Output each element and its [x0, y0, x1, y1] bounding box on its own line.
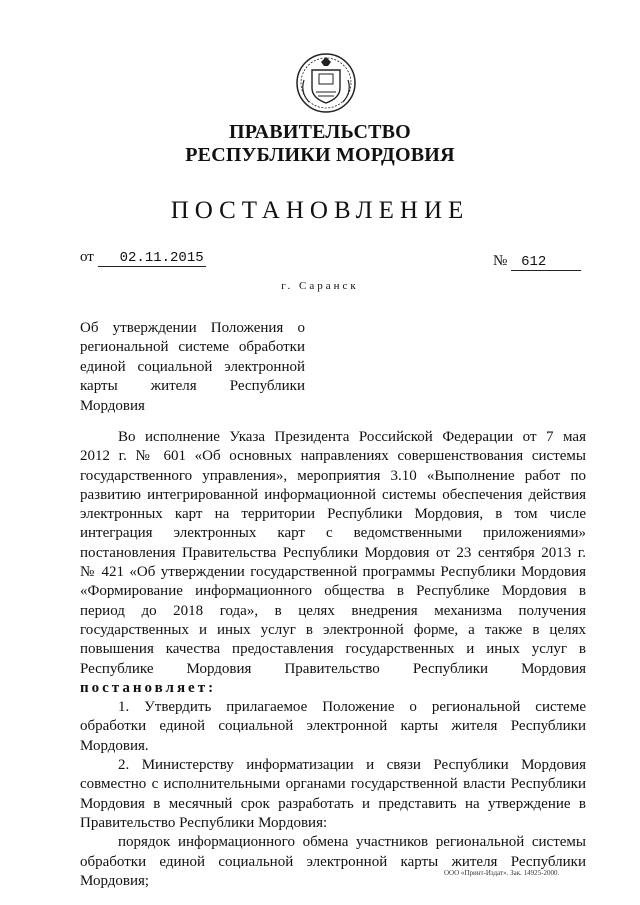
body-line: государственных и иных услуг в электронной форме, а также в целях — [80, 621, 586, 638]
item2-line: совместно с исполнительными органами государственной власти Республики — [80, 776, 586, 793]
subject-line: Об утверждении Положения о — [80, 320, 305, 336]
body-line: интеграция электронных карт с ведомственными приложениями» — [80, 525, 586, 542]
number-prefix: № — [493, 253, 508, 269]
item1-line: 1. Утвердить прилагаемое Положение о региональной системе — [118, 699, 586, 716]
body-line: электронных карт на территории Республики Мордовия, в том числе — [80, 506, 586, 523]
body-line: государственного управления», мероприятия 3.10 «Выполнение работ по — [80, 467, 586, 484]
document-type: ПОСТАНОВЛЕНИЕ — [170, 197, 470, 224]
city: г. Саранск — [281, 280, 359, 292]
body-line: постановления Правительства Республики Мордовия от 23 сентября 2013 г. — [80, 544, 586, 561]
body-line: «Формирование информационного общества в Республике Мордовия в — [80, 583, 586, 600]
body-line: 2012 г. № 601 «Об основных направлениях совершенствования системы — [80, 448, 586, 465]
item2a-line: обработки единой социальной электронной карты жителя Республики — [80, 853, 586, 870]
subject-line: Мордовия — [80, 397, 145, 414]
subject-line: карты жителя Республики — [80, 378, 305, 395]
subject-line: единой социальной электронной — [80, 358, 305, 375]
item1-line: обработки единой социальной электронной карты жителя Республики — [80, 718, 586, 735]
body-line: Республике Мордовия Правительство Республики Мордовия — [80, 660, 586, 677]
date-value: 02.11.2015 — [98, 250, 206, 267]
coat-of-arms-icon — [295, 52, 357, 114]
body-line: период до 2018 года», в целях внедрения механизма получения — [80, 602, 586, 619]
number-value: 612 — [511, 254, 581, 271]
number-line — [493, 253, 581, 271]
item2-line: Мордовия в месячный срок разработать и представить на утверждение в — [80, 795, 586, 812]
date-line — [80, 249, 206, 267]
government-title-line2: РЕСПУБЛИКИ МОРДОВИЯ — [185, 144, 455, 166]
body-line: Во исполнение Указа Президента Российской Федерации от 7 мая — [118, 429, 586, 445]
subject-block — [80, 319, 305, 416]
body-line: развитию интегрированной информационной системы обеспечения действия — [80, 486, 586, 503]
decree-word: постановляет: — [80, 679, 217, 696]
document-body — [80, 428, 586, 891]
item1-line: Мордовия. — [80, 737, 149, 754]
government-title-line1: ПРАВИТЕЛЬСТВО — [229, 121, 411, 143]
item2a-line: Мордовия; — [80, 872, 150, 889]
item2-line: Правительство Республики Мордовия: — [80, 814, 328, 831]
print-note: ООО «Принт-Издат». Зак. 14925-2000. — [444, 869, 560, 877]
item2-line: 2. Министерству информатизации и связи Республики Мордовия — [118, 757, 586, 774]
subject-line: региональной системе обработки — [80, 339, 305, 356]
item2a-line: порядок информационного обмена участников региональной системы — [118, 834, 586, 851]
body-line: № 421 «Об утверждении государственной программы Республики Мордовия — [80, 564, 586, 581]
body-line: повышения качества предоставления государственных и иных услуг в — [80, 641, 586, 658]
date-prefix: от — [80, 249, 94, 265]
